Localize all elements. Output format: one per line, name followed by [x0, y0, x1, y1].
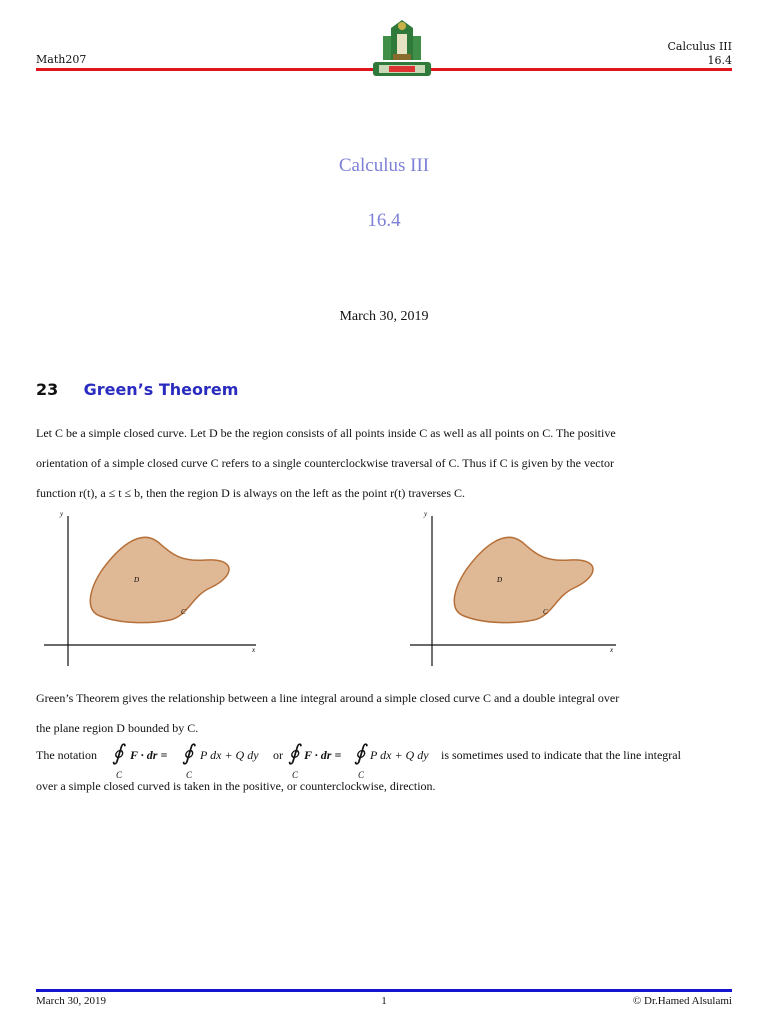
notation-lead: The notation	[36, 748, 97, 762]
paragraph-definition	[36, 418, 732, 508]
figure-region-right	[406, 506, 626, 671]
paragraph-line: Let C be a simple closed curve. Let D be the region consists of all points inside C as well as all points on C. The positive	[36, 426, 616, 440]
document-subtitle: 16.4	[367, 210, 401, 231]
section-heading	[36, 380, 238, 399]
expression-vector-form: F · dr =	[130, 748, 168, 762]
contour-integral-icon: ∮	[288, 740, 300, 765]
paragraph-orientation	[36, 771, 732, 801]
document-title: Calculus III	[338, 155, 430, 176]
y-axis-label: y	[60, 510, 64, 518]
paragraph-line: Green’s Theorem gives the relationship between a line integral around a simple closed curve C and a double integral over	[36, 691, 620, 705]
integral-subscript: C	[358, 770, 365, 780]
curve-label: C	[181, 608, 186, 616]
figure-region-left	[40, 506, 260, 671]
header-course-code: Math207	[36, 53, 87, 66]
section-title: Green’s Theorem	[83, 380, 239, 399]
document-date: March 30, 2019	[339, 309, 429, 324]
paragraph-greens-theorem	[36, 683, 732, 743]
expression-component-form: P dx + Q dy	[200, 748, 259, 762]
curve-label: C	[543, 608, 548, 616]
header-course-title: Calculus III	[667, 40, 732, 53]
expression-vector-form: F · dr =	[304, 748, 342, 762]
integral-subscript: C	[292, 770, 299, 780]
footer-rule	[36, 989, 732, 992]
header-section-number: 16.4	[707, 54, 732, 67]
y-axis-label: y	[424, 510, 428, 518]
region-d-shape	[454, 537, 593, 622]
region-label: D	[497, 576, 503, 584]
contour-integral-icon: ∮	[112, 740, 124, 765]
notation-or: or	[273, 748, 283, 762]
university-seal-icon	[369, 16, 435, 82]
page-number: 1	[381, 995, 387, 1007]
paragraph-line: over a simple closed curved is taken in the positive, or counterclockwise, direction.	[36, 779, 436, 793]
x-axis-label: x	[252, 646, 256, 654]
region-label: D	[134, 576, 140, 584]
footer-date: March 30, 2019	[36, 995, 106, 1007]
footer-author: © Dr.Hamed Alsulami	[632, 995, 732, 1007]
paragraph-line: function r(t), a ≤ t ≤ b, then the region D is always on the left as the point r(t) traverses C.	[36, 486, 466, 500]
contour-integral-icon: ∮	[182, 740, 194, 765]
region-d-shape	[90, 537, 229, 622]
x-axis-label: x	[610, 646, 614, 654]
paragraph-line: the plane region D bounded by C.	[36, 721, 199, 735]
header-course-info	[667, 40, 732, 68]
paragraph-line: orientation of a simple closed curve C refers to a single counterclockwise traversal of C. Thus if C is given by the vector	[36, 456, 614, 470]
contour-integral-icon: ∮	[354, 740, 366, 765]
notation-tail: is sometimes used to indicate that the line integral	[441, 748, 681, 762]
integral-subscript: C	[186, 770, 193, 780]
expression-component-form: P dx + Q dy	[370, 748, 429, 762]
section-number: 23	[36, 380, 59, 399]
integral-subscript: C	[116, 770, 123, 780]
